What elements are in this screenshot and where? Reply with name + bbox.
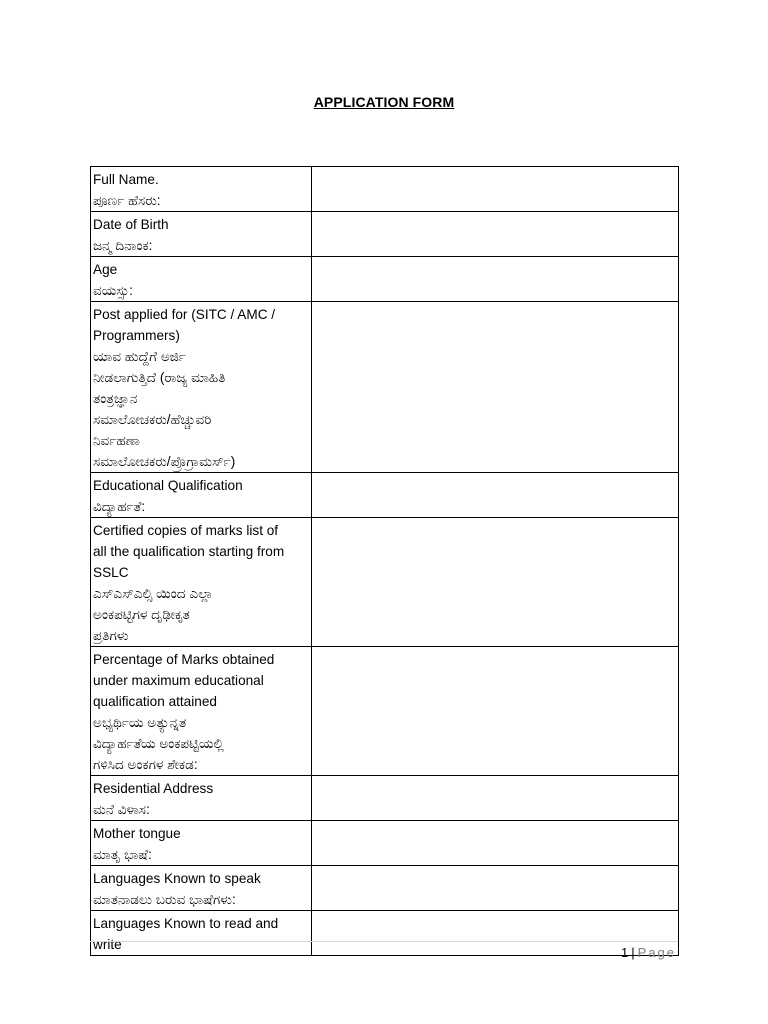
form-row — [91, 647, 679, 776]
field-label-cell — [91, 473, 312, 518]
field-value-cell[interactable] — [312, 776, 679, 821]
field-label-line: ಎಸ್ಎಸ್ಎಲ್ಸಿ ಯಿಂದ ಎಲ್ಲಾ — [93, 586, 214, 601]
form-row — [91, 167, 679, 212]
form-row — [91, 911, 679, 956]
field-label-line: Date of Birth — [93, 217, 169, 232]
field-label-line: ನೀಡಲಾಗುತ್ತಿದೆ (ರಾಜ್ಯ ಮಾಹಿತಿ — [93, 370, 226, 385]
field-label-line: all the qualification starting from — [93, 544, 285, 559]
form-row — [91, 212, 679, 257]
field-label-line: ತಂತ್ರಜ್ಞಾನ — [93, 391, 138, 406]
field-label-cell — [91, 776, 312, 821]
page-label: Page — [637, 945, 676, 960]
form-row — [91, 257, 679, 302]
field-label-cell — [91, 302, 312, 473]
field-label-line: Languages Known to read and — [93, 916, 279, 931]
field-label-cell — [91, 647, 312, 776]
footer-divider — [90, 941, 678, 942]
field-label-line: Age — [93, 262, 118, 277]
field-label-line: Languages Known to speak — [93, 871, 261, 886]
form-row — [91, 473, 679, 518]
field-label-line: Post applied for (SITC / AMC / — [93, 307, 276, 322]
field-label-line: Educational Qualification — [93, 478, 243, 493]
form-row — [91, 866, 679, 911]
form-row — [91, 776, 679, 821]
field-label-line: ವಿದ್ಯಾರ್ಹತೆ: — [93, 499, 146, 514]
field-label-line: ಮಾತೃ ಭಾಷೆ: — [93, 847, 152, 862]
page-number: 1 — [621, 945, 629, 960]
field-label-line: ಅಂಕಪಟ್ಟಿಗಳ ದೃಢೀಕೃತ — [93, 607, 190, 622]
field-label-line: Percentage of Marks obtained — [93, 652, 275, 667]
field-value-cell[interactable] — [312, 647, 679, 776]
field-value-cell[interactable] — [312, 257, 679, 302]
field-value-cell[interactable] — [312, 302, 679, 473]
field-label-cell — [91, 212, 312, 257]
field-label-cell — [91, 518, 312, 647]
form-title: APPLICATION FORM — [313, 94, 455, 110]
footer-separator: | — [631, 945, 635, 960]
field-label-line: SSLC — [93, 565, 129, 580]
field-label-line: under maximum educational — [93, 673, 264, 688]
field-label-line: ನಿರ್ವಹಣಾ — [93, 433, 140, 448]
application-form-table — [90, 166, 679, 956]
field-label-line: Certified copies of marks list of — [93, 523, 279, 538]
field-label-cell — [91, 866, 312, 911]
field-value-cell[interactable] — [312, 473, 679, 518]
field-label-line: ಸಮಾಲೋಚಕರು/ಪ್ರೊಗ್ರಾಮರ್ಸ್) — [93, 454, 236, 469]
field-value-cell[interactable] — [312, 212, 679, 257]
field-label-line: ವಯಸ್ಸು: — [93, 283, 133, 298]
field-label-line: ಸಮಾಲೋಚಕರು/ಹೆಚ್ಚುವರಿ — [93, 412, 212, 427]
field-label-line: ಜನ್ಮ ದಿನಾಂಕ: — [93, 238, 153, 253]
field-label-line: ಮನೆ ವಿಳಾಸ: — [93, 802, 150, 817]
field-label-cell — [91, 821, 312, 866]
field-label-line: qualification attained — [93, 694, 217, 709]
form-row — [91, 821, 679, 866]
field-label-line: write — [93, 937, 122, 952]
field-label-cell — [91, 257, 312, 302]
field-label-line: Programmers) — [93, 328, 180, 343]
field-label-line: Full Name. — [93, 172, 159, 187]
field-label-line: ಪ್ರತಿಗಳು — [93, 628, 129, 643]
field-value-cell[interactable] — [312, 167, 679, 212]
field-value-cell[interactable] — [312, 866, 679, 911]
field-label-line: Residential Address — [93, 781, 214, 796]
field-value-cell[interactable] — [312, 821, 679, 866]
field-label-line: ಪೂರ್ಣ ಹೆಸರು: — [93, 193, 161, 208]
field-label-line: ಗಳಿಸಿದ ಅಂಕಗಳ ಶೇಕಡ: — [93, 757, 198, 772]
field-label-line: ಮಾತನಾಡಲು ಬರುವ ಭಾಷೆಗಳು: — [93, 892, 236, 907]
field-label-line: Mother tongue — [93, 826, 181, 841]
field-label-cell — [91, 911, 312, 956]
field-value-cell[interactable] — [312, 518, 679, 647]
field-label-line: ಯಾವ ಹುದ್ದೆಗೆ ಅರ್ಜಿ — [93, 349, 186, 364]
field-label-cell — [91, 167, 312, 212]
field-label-line: ವಿದ್ಯಾರ್ಹತೆಯ ಅಂಕಪಟ್ಟಿಯಲ್ಲಿ — [93, 736, 224, 751]
page-footer — [621, 943, 676, 963]
form-row — [91, 518, 679, 647]
field-label-line: ಅಭ್ಯರ್ಥಿಯ ಅತ್ಯುನ್ನತ — [93, 715, 187, 730]
form-row — [91, 302, 679, 473]
